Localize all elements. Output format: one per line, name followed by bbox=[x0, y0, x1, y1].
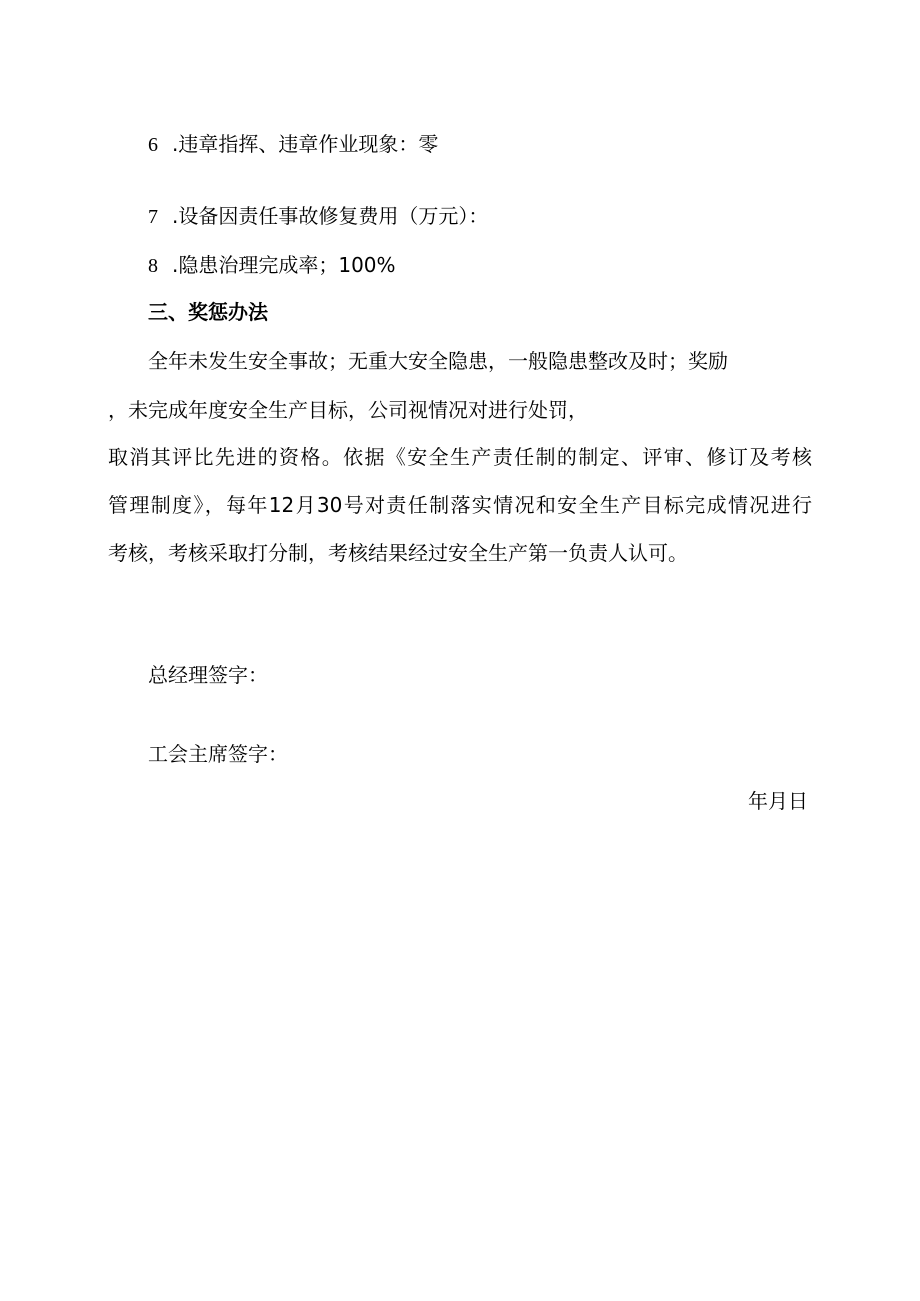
paragraph-line-3: 取消其评比先进的资格。依据《安全生产责任制的制定、评审、修订及考核 bbox=[108, 445, 812, 469]
paragraph-line-4: 管理制度》，每年12月30号对责任制落实情况和安全生产目标完成情况进行 bbox=[108, 493, 812, 517]
target-item-7 bbox=[148, 202, 488, 231]
section-heading: 三、奖惩办法 bbox=[148, 300, 268, 324]
target-item-8 bbox=[148, 251, 396, 280]
target-item-6 bbox=[148, 130, 438, 159]
paragraph-line-5: 考核，考核采取打分制，考核结果经过安全生产第一负责人认可。 bbox=[108, 541, 688, 565]
item-number: 7 bbox=[148, 206, 158, 228]
signature-date: 年月日 bbox=[748, 789, 808, 813]
item-text: .设备因责任事故修复费用（万元）： bbox=[172, 204, 489, 228]
paragraph-line-2: ，未完成年度安全生产目标，公司视情况对进行处罚， bbox=[108, 398, 588, 422]
item-number: 6 bbox=[148, 134, 158, 156]
union-chair-signature-label: 工会主席签字： bbox=[148, 742, 288, 766]
item-number: 8 bbox=[148, 255, 158, 277]
item-text: .隐患治理完成率；100% bbox=[172, 253, 396, 277]
item-text: .违章指挥、违章作业现象：零 bbox=[172, 132, 439, 156]
paragraph-line-1: 全年未发生安全事故；无重大安全隐患，一般隐患整改及时；奖励 bbox=[148, 349, 728, 373]
general-manager-signature-label: 总经理签字： bbox=[148, 663, 268, 687]
